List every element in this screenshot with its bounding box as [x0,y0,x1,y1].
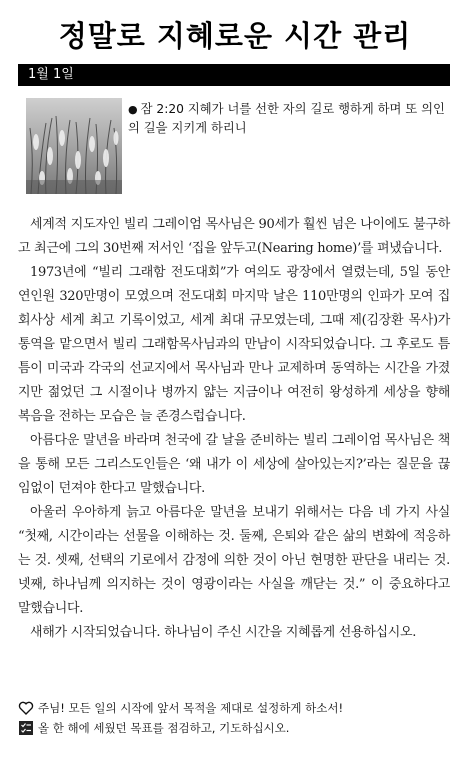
paragraph: 1973년에 “빌리 그래함 전도대회”가 여의도 광장에서 열렸는데, 5일 동안 연인원 320만명이 모였으며 전도대회 마지막 날은 110만명의 인파가 모여 집회사상 세계 최고 기록이었고, 세계 최대 규모였는데, 그때 제(김장환 목사)가 통역을 맡으면서 빌리 그래함목사님과의 만남이 시작되었습니다. 그 후로도 틈틈이 미국과 각국의 선교지에서 목사님과 만나 교제하며 동역하는 시간을 가졌지만 젊었던 그 시절이나 병까지 얇는 지금이나 여전히 왕성하게 세상을 향해 복음을 전하는 모습은 늘 존경스럽습니다. [18,265,450,424]
bullet-icon: ● [128,103,138,116]
paragraph: 아름다운 말년을 바라며 천국에 갈 날을 준비하는 빌리 그레이엄 목사님은 책을 통해 모든 그리스도인들은 ‘왜 내가 이 세상에 살아있는지?’라는 질문을 끊임없이 던져야 한다고 말했습니다. [18,433,450,496]
grass-photo [26,98,122,194]
action-text: 올 한 해에 세웠던 목표를 점검하고, 기도하십시오. [38,721,290,735]
prayer-line [18,699,450,717]
verse-text: 잠 2:20 지혜가 너를 선한 자의 길로 행하게 하며 또 의인의 길을 지키게 하리니 [128,102,445,135]
grass-image [26,98,122,194]
action-line [18,719,450,737]
paragraph: 아울러 우아하게 늙고 아름다운 말년을 보내기 위해서는 다음 네 가지 사실 “첫째, 시간이라는 선물을 이해하는 것. 둘째, 은퇴와 같은 삶의 변화에 적응하는 것. 셋째, 선택의 기로에서 감정에 의한 것이 아닌 현명한 판단을 내리는 것. 넷째, 하나님께 의지하는 것이 영광이라는 사실을 깨닫는 것.” 이 중요하다고 말했습니다. [18,505,450,616]
devotional-body [18,213,450,645]
date-bar [18,64,450,86]
scripture-verse [128,100,450,138]
paragraph: 세계적 지도자인 빌리 그레이엄 목사님은 90세가 훨씬 넘은 나이에도 불구하고 최근에 그의 30번째 저서인 ‘집을 앞두고(Nearing home)’를 펴냈습니다. [18,217,450,256]
date-label: 1월 1일 [28,67,74,82]
prayer-text: 주님! 모든 일의 시작에 앞서 목적을 제대로 설정하게 하소서! [38,701,344,715]
heart-icon [18,700,34,716]
checklist-icon [18,720,34,736]
page-title: 정말로 지혜로운 시간 관리 [58,19,412,53]
paragraph: 새해가 시작되었습니다. 하나님이 주신 시간을 지혜롭게 선용하십시오. [30,625,417,640]
